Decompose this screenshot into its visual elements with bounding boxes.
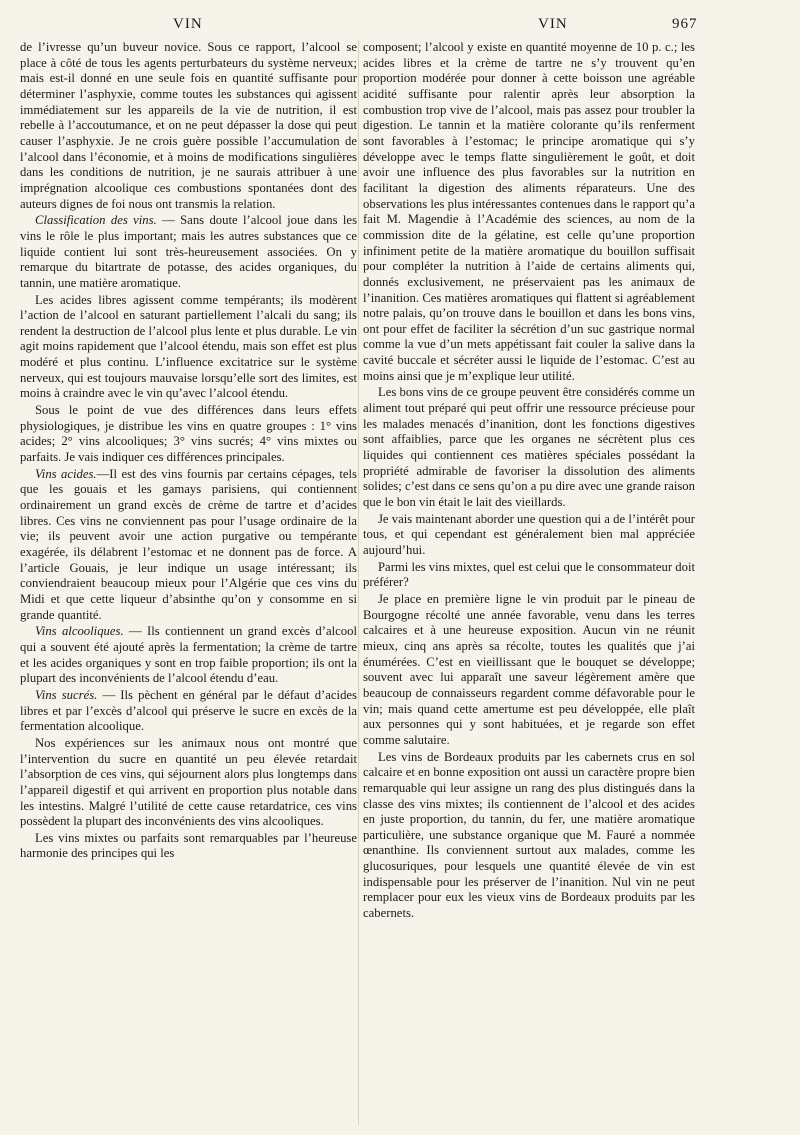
paragraph [363,560,695,591]
right-column [363,40,695,922]
running-head-right: VIN [538,16,568,32]
paragraph-text: — Sans doute l’alcool joue dans les vins le rôle le plus important; mais les autres substances que ce liquide contient lui sont très-heureusement associées. On y remarque du bitartrate de potasse, des acides organiques, du tannin, une matière aromatique. [20,213,358,290]
paragraph [20,831,357,862]
paragraph [20,293,357,403]
paragraph-heading: Classification des vins. [35,213,157,228]
page-number: 967 [672,16,698,32]
paragraph [20,688,357,735]
paragraph-text: —Il est des vins fournis par certains cépages, tels que les gouais et les gamays parisiens, qui contiennent ordinairement un grand excès de crème de tartre et d’acides libres. Ces vins ne conviennent pas pour l’usage ordinaire de la vie; ils peuvent avoir une action purgative ou tempérante exagérée, ils délabrent l’estomac et ne donnent pas de force. A l’article Gouais, je leur indique un usage intéressant; ils conviendraient beaucoup mieux pour l’Algérie que ces vins du Midi et que cette liqueur d’absinthe qu’on y consomme en si grande quantité. [20,466,357,622]
paragraph [20,736,357,830]
paragraph-text: — Ils contiennent un grand excès d’alcool qui a souvent été ajouté après la fermentation; la crème de tartre et les acides organiques y sont en trop faible proportion; ils ont la plupart des inconvénients de l’alcool étendu d’eau. [20,624,357,686]
paragraph-text: Je vais maintenant aborder une question qui a de l’intérêt pour tous, et qui cependant est généralement bien mal appréciée aujourd’hui. [363,511,695,557]
paragraph-text: Parmi les vins mixtes, quel est celui que le consommateur doit préférer? [363,559,695,590]
running-head-left: VIN [173,16,203,32]
paragraph-text: Nos expériences sur les animaux nous ont montré que l’intervention du sucre en quantité un peu élevée retardait l’absorption de ces vins, qui séjournent alors plus longtemps dans l’appareil digestif et qui arrivent en proportion plus notable dans les intestins. Malgré l’utilité de cette cause retardatrice, ces vins possèdent la plupart des inconvénients des vins alcooliques. [20,735,357,829]
paragraph-heading: Vins sucrés. [35,687,98,702]
paragraph [363,592,695,749]
paragraph-text: composent; l’alcool y existe en quantité moyenne de 10 p. c.; les acides libres et la crème de tartre ne s’y trouvent qu’en proportion modérée pour donner à cette boisson une agréable acidité suffisante pour ralentir après leur absorption la combustion trop vive de l’alcool, mais pas assez pour troubler la digestion. Le tannin et la matière colorante qu’ils renferment sont favorables à l’estomac; le principe aromatique qui s’y développe avec le temps flatte singulièrement le goût, et doit avoir une influence des plus favorables sur la nutrition en facilitant la digestion des aliments réparateurs. Une des observations les plus intéressantes contenues dans le rapport qu’a fait M. Magendie à l’Académie des sciences, au nom de la commission dite de la gélatine, est celle qu’une proportion infiniment petite de la matière aromatique du bouillon suffisait pour compléter la nutrition à l’aide de certains aliments qui, donnés exclusivement, ne préservaient pas les animaux de l’inanition. Ces matières aromatiques qui flattent si agréablement notre palais, qu’on trouve dans le bouillon et dans les bons vins, ont pour effet de faciliter la sécrétion d’un suc gastrique normal comme la vue d’un mets appétissant fait couler la salive dans la cavité buccale et sécréter aussi le liquide de l’estomac. C’est au moins ainsi que je m’explique leur utilité. [363,40,695,383]
paragraph [20,624,357,687]
paragraph [20,213,357,291]
paragraph [363,40,695,384]
paragraph [363,750,695,922]
paragraph [363,512,695,559]
paragraph-text: Je place en première ligne le vin produit par le pineau de Bourgogne récolté une année favorable, venu dans les terres calcaires et à une heureuse exposition. Aucun vin ne réunit mieux, cinq ans après sa récolte, toutes les qualités que j’ai énumérées. C’est en vieillissant que le bouquet se développe; souvent avec lui apparaît une saveur légèrement amère que beaucoup de connaisseurs regardent comme défavorable pour le vin; mais quand cette amertume est peu développée, elle plaît aux personnes qui y sont habituées, et je regarde son effet comme salutaire. [363,591,695,747]
paragraph-text: de l’ivresse qu’un buveur novice. Sous ce rapport, l’alcool se place à côté de tous les agents perturbateurs du système nerveux; mais est-il donné en une seule fois en quantité suffisante pour déterminer l’asphyxie, comme toutes les substances qui agissent immédiatement sur les appareils de la vie de nutrition, il est rebelle à l’accoutumance, et on ne peut dépasser la dose qui peut causer l’asphyxie. Je ne crois guère possible l’accumulation de l’alcool dans l’économie, et à moins de modifications singulières dans les conditions de nutrition, je ne saurais attribuer à une imprégnation alcoolique ces combustions spontanées dont des auteurs dignes de foi nous ont transmis la relation. [20,40,357,211]
paragraph-text: Les vins mixtes ou parfaits sont remarquables par l’heureuse harmonie des principes qui les [20,830,357,861]
paragraph-text: Les acides libres agissent comme tempérants; ils modèrent l’action de l’alcool en saturant partiellement l’alcali du sang; ils rendent la destruction de l’alcool plus lente et plus durable. Le vin agit moins rapidement que l’alcool étendu, mais son effet est plus modéré et plus continu. L’influence excitatrice sur le système nerveux, qui est toujours mauvaise lorsqu’elle sort des limites, est moins à craindre avec le vin qu’avec l’alcool étendu. [20,292,357,401]
paragraph-text: Les vins de Bordeaux produits par les cabernets crus en sol calcaire et en bonne exposition ont aussi un caractère propre bien remarquable qui leur assigne un rang des plus distingués dans la classe des vins mixtes; ils contiennent de l’alcool et des acides en juste proportion, du tannin, du fer, une matière aromatique particulière, une substance organique que M. Fauré a nommée œnanthine. Ils conviennent surtout aux malades, comme les glucosuriques, pour lesquels une quantité élevée de vin est indispensable pour les préserver de l’inanition. Nul vin ne peut remplacer pour eux les vieux vins de Bordeaux produits par les cabernets. [363,749,695,921]
paragraph-heading: Vins alcooliques. [35,624,124,639]
paragraph-text: — Ils pèchent en général par le défaut d’acides libres et par l’excès d’alcool qui préserve le sucre en excès de la fermentation alcoolique. [20,687,357,734]
column-divider [358,40,359,1125]
paragraph [20,467,357,624]
paragraph-heading: Vins acides. [35,466,97,481]
paragraph [20,403,357,466]
left-column [20,40,357,862]
paragraph-text: Sous le point de vue des différences dans leurs effets physiologiques, je distribue les vins en quatre groupes : 1° vins acides; 2° vins alcooliques; 3° vins sucrés; 4° vins mixtes ou parfaits. Je vais indiquer ces différences principales. [20,403,357,465]
paragraph [363,385,695,510]
paragraph [20,40,357,212]
paragraph-text: Les bons vins de ce groupe peuvent être considérés comme un aliment tout préparé qui peut offrir une ressource précieuse pour les malades menacés d’inanition, dont les fonctions digestives sont affaiblies, parce que les organes ne sécrètent plus ces liquides qui contiennent ces matières spéciales possédant la propriété admirable de favoriser la dissolution des aliments solides; c’est dans ce sens qu’on a pu dire avec une grande raison que le bon vin était le lait des vieillards. [363,385,695,510]
